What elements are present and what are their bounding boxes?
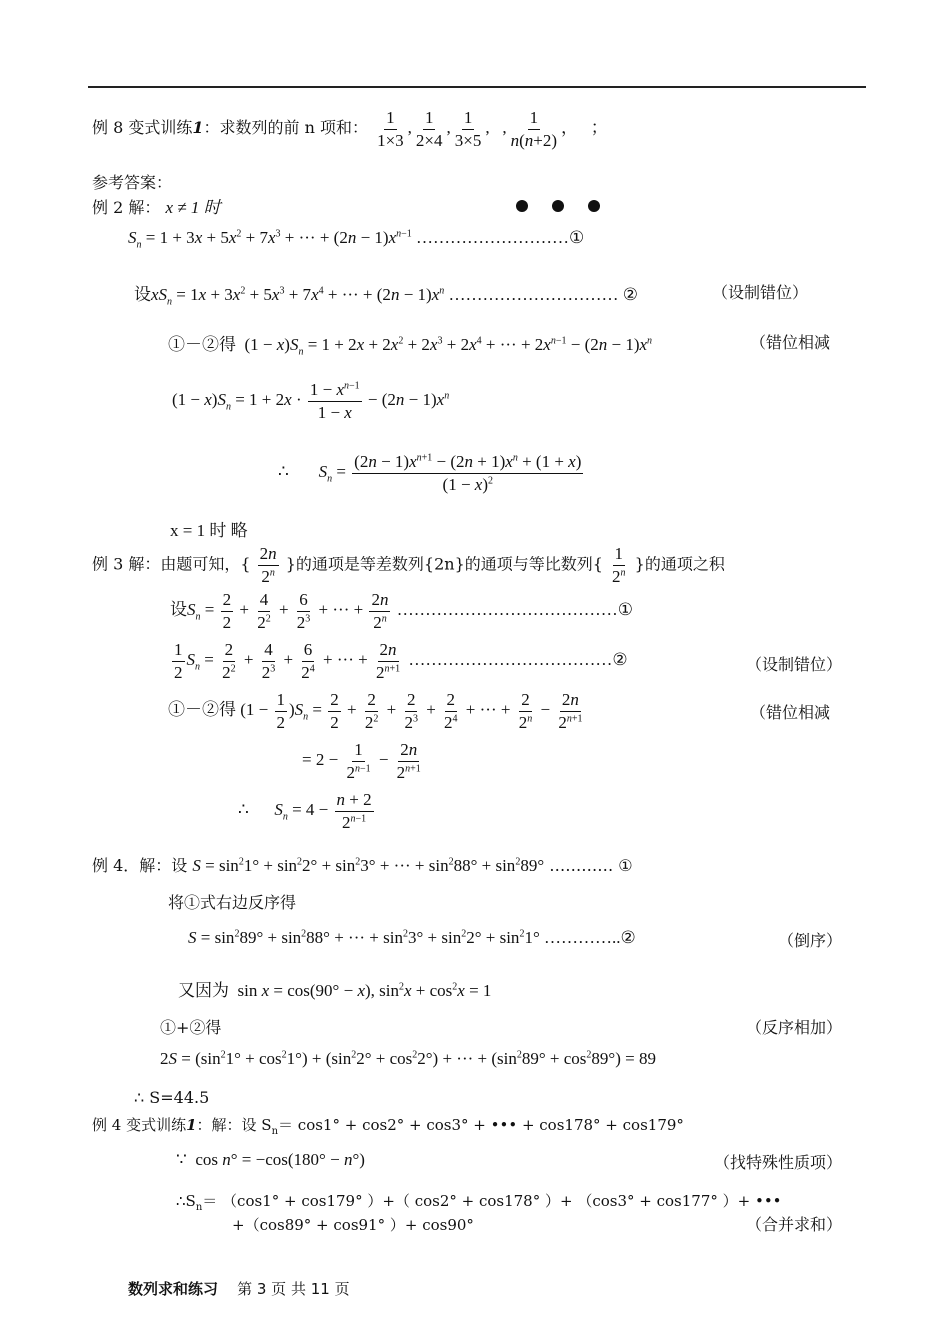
- ex4v-one: 1: [186, 1116, 197, 1134]
- ex4-because-text: 又因为: [178, 981, 229, 1000]
- ex4-final: ∴ S=44.5: [134, 1088, 210, 1107]
- ex8-prefix: 例 8 变式训练: [92, 117, 193, 137]
- ex4v-because: ∵ cos n° = −cos(180° − n°): [176, 1150, 365, 1169]
- ex4-dots1: ………… ①: [549, 856, 633, 875]
- ex2-eq1: $S_n = 1 + 3x + 5x^2 + 7x^3$ + ··· + $(2n - 1)x^{n-1}$ ………………………①: [128, 228, 585, 251]
- ex8-tail: ，: [561, 117, 579, 137]
- ex3-therefore: ∴: [238, 799, 249, 819]
- bullet-dot-2: [552, 200, 564, 212]
- ex2-label: [92, 193, 221, 218]
- ex2-eq2: 设$xS_n = 1x + 3x^2 + 5x^3 + 7x^4$ + ··· + $(2n - 1)x^n$ ………………………… ②: [134, 285, 638, 308]
- ex4v-therefore-2: +（cos89° + cos91° ）+ cos90°: [232, 1216, 474, 1234]
- footer: [128, 1278, 350, 1299]
- ex2-eq5: ∴ $S_n$ = $\frac{(2n - 1)x^{n+1} - (2n + 1)x^n + (1 + x)}{(1 - x)^2}$: [278, 452, 582, 494]
- ex4-label: 例 4．解：设: [92, 856, 188, 875]
- ex3-label: 例 3 解：由题可知，{: [92, 554, 251, 574]
- ex3-eq5: ∴ $S_n = 4$ − $\frac{n + 2}{2^{n-1}}$: [238, 790, 372, 832]
- ex4-reverse-text: 将①式右边反序得: [168, 893, 297, 912]
- ex3-note1: （设制错位）: [746, 655, 843, 674]
- ex8-one: 1: [192, 117, 204, 137]
- ex4v-note-special: （找特殊性质项）: [714, 1153, 843, 1172]
- ex4v-note-merge: （合并求和）: [746, 1215, 843, 1234]
- ex2-eq3-prefix: ①－②得: [168, 335, 236, 354]
- ex4-dots2: …………..②: [544, 928, 636, 947]
- footer-page-number: 第 3 页 共 11 页: [237, 1280, 350, 1298]
- ex3-intro: 例 3 解：由题可知，{ $\frac{2n}{2^n}$ }的通项是等差数列{2n}的通项与等比数列{ $\frac{1}{2^n}$ }的通项之积: [92, 544, 725, 586]
- ex2-eq2-prefix: 设: [134, 285, 151, 304]
- ex2-eq4: $(1 - x)S_n = 1 + 2x$ · $\frac{1 - x^{n-1}}{1 - x}$ − $(2n - 1)x^n$: [172, 380, 450, 422]
- ex4-eq1: 例 4．解：设 $S = \sin^21^\circ + \sin^22^\circ + \sin^23^\circ$ + ··· + $\sin^288^\circ + \sin^289^\circ$ ………… ①: [92, 856, 633, 875]
- ex4v-prefix: 例 4 变式训练: [92, 1116, 187, 1134]
- ex3-note2: （错位相减: [750, 703, 831, 722]
- ex3-mid1: }的通项是等差数列{2n}的通项与等比数列{: [285, 554, 603, 574]
- ex3-eq4: = 2 − $\frac{1}{2^{n-1}}$ − $\frac{2n}{2^{n+1}}$: [302, 740, 421, 782]
- ex3-eq1: 设$S_n$ = $\frac{2}{2}$ + $\frac{4}{2^2}$ + $\frac{6}{2^3}$ + ··· + $\frac{2n}{2^n}$ …………………………………①: [170, 590, 633, 632]
- ex3-dots2: ………………………………②: [408, 649, 628, 669]
- ex4-eq3: $2S = (\sin^21^\circ + \cos^21^\circ) + (\sin^22^\circ + \cos^22^\circ)$ + ··· + $(\sin^289^\circ + \cos^289^\circ) = 89$: [160, 1049, 656, 1068]
- ex2-case-x1: x = 1 时 略: [170, 521, 248, 540]
- ex2-eq1-dots: ………………………①: [416, 228, 585, 247]
- ex4-note-add: （反序相加）: [746, 1018, 843, 1037]
- ex4v-rest: ：解：设 S: [196, 1116, 272, 1134]
- ex4-note-reverse: （倒序）: [778, 931, 843, 950]
- answers-title: 参考答案：: [92, 173, 173, 192]
- ex2-note2: （错位相减: [750, 333, 831, 352]
- ex3-dots1: …………………………………①: [396, 599, 633, 619]
- bullet-dot-3: [588, 200, 600, 212]
- ex8-line: 例 8 变式训练1：求数列的前 n 项和： $\frac{1}{1\times 3}$ , $\frac{1}{2\times 4}$ , $\frac{1}{3\times 5}$ , , $\frac{1}{n(n+2)}$ ， ；: [92, 108, 608, 150]
- ex8-end: ；: [590, 117, 608, 137]
- ex2-condition: x ≠ 1 时: [165, 198, 221, 217]
- ex4v-therefore-1: [176, 1190, 782, 1213]
- ex4v-sub: n: [271, 1126, 279, 1137]
- ex2-note1: （设制错位）: [712, 283, 809, 302]
- ex4v-therefore-sub: n: [195, 1202, 203, 1213]
- header-rule: [88, 86, 866, 88]
- ex2-eq2-dots: ………………………… ②: [448, 285, 638, 304]
- ex4v-line: [92, 1114, 684, 1137]
- ex4-add-text: ①+②得: [160, 1018, 222, 1037]
- ex2-eq3: ①－②得 $(1 - x)S_n = 1 + 2x + 2x^2 + 2x^3 + 2x^4$ + ··· + $2x^{n-1} - (2n - 1)x^n$: [168, 335, 653, 358]
- ex4v-therefore-prefix: ∴S: [176, 1192, 196, 1210]
- ex2-therefore: ∴: [278, 461, 289, 481]
- ex3-eq3: ①－②得 (1 − $\frac{1}{2}$ )$S_n$ = $\frac{2}{2}$ + $\frac{2}{2^2}$ + $\frac{2}{2^3}$ + $\frac{2}{2^4}$ + ··· + $\frac{2}{2^n}$ − $\frac{2n}{2^{n+1}}$: [168, 690, 583, 732]
- ex4v-therefore-eq1: ＝ （cos1° + cos179° ）+（ cos2° + cos178° ）+ （cos3° + cos177° ）+ •••: [202, 1192, 782, 1210]
- ex4-eq2: $S = \sin^289^\circ + \sin^288^\circ$ + ··· + $\sin^23^\circ + \sin^22^\circ + \sin^21^\circ$ …………..②: [188, 928, 636, 947]
- ex3-set: 设: [170, 599, 187, 619]
- ex4v-because-symbol: ∵: [176, 1150, 187, 1169]
- ex4-because: 又因为 sin x = cos(90° − x), $\sin^2x + \cos^2x = 1$: [178, 981, 492, 1000]
- bullet-dot-1: [516, 200, 528, 212]
- ex3-eq2: $\frac{1}{2}$ $S_n$ = $\frac{2}{2^2}$ + $\frac{4}{2^3}$ + $\frac{6}{2^4}$ + ··· + $\frac{2n}{2^{n+1}}$ ………………………………②: [174, 640, 628, 682]
- ex3-sub-prefix: ①－②得: [168, 699, 236, 719]
- ex2-label-text: 例 2 解：: [92, 198, 161, 217]
- footer-title: 数列求和练习: [128, 1280, 219, 1298]
- ex8-task: ：求数列的前 n 项和：: [203, 117, 368, 137]
- ex4v-eq: ＝ cos1° + cos2° + cos3° + ••• + cos178° + cos179°: [278, 1116, 684, 1134]
- ex4-result-tail: = 89: [625, 1049, 656, 1068]
- ex3-mid2: }的通项之积: [634, 554, 725, 574]
